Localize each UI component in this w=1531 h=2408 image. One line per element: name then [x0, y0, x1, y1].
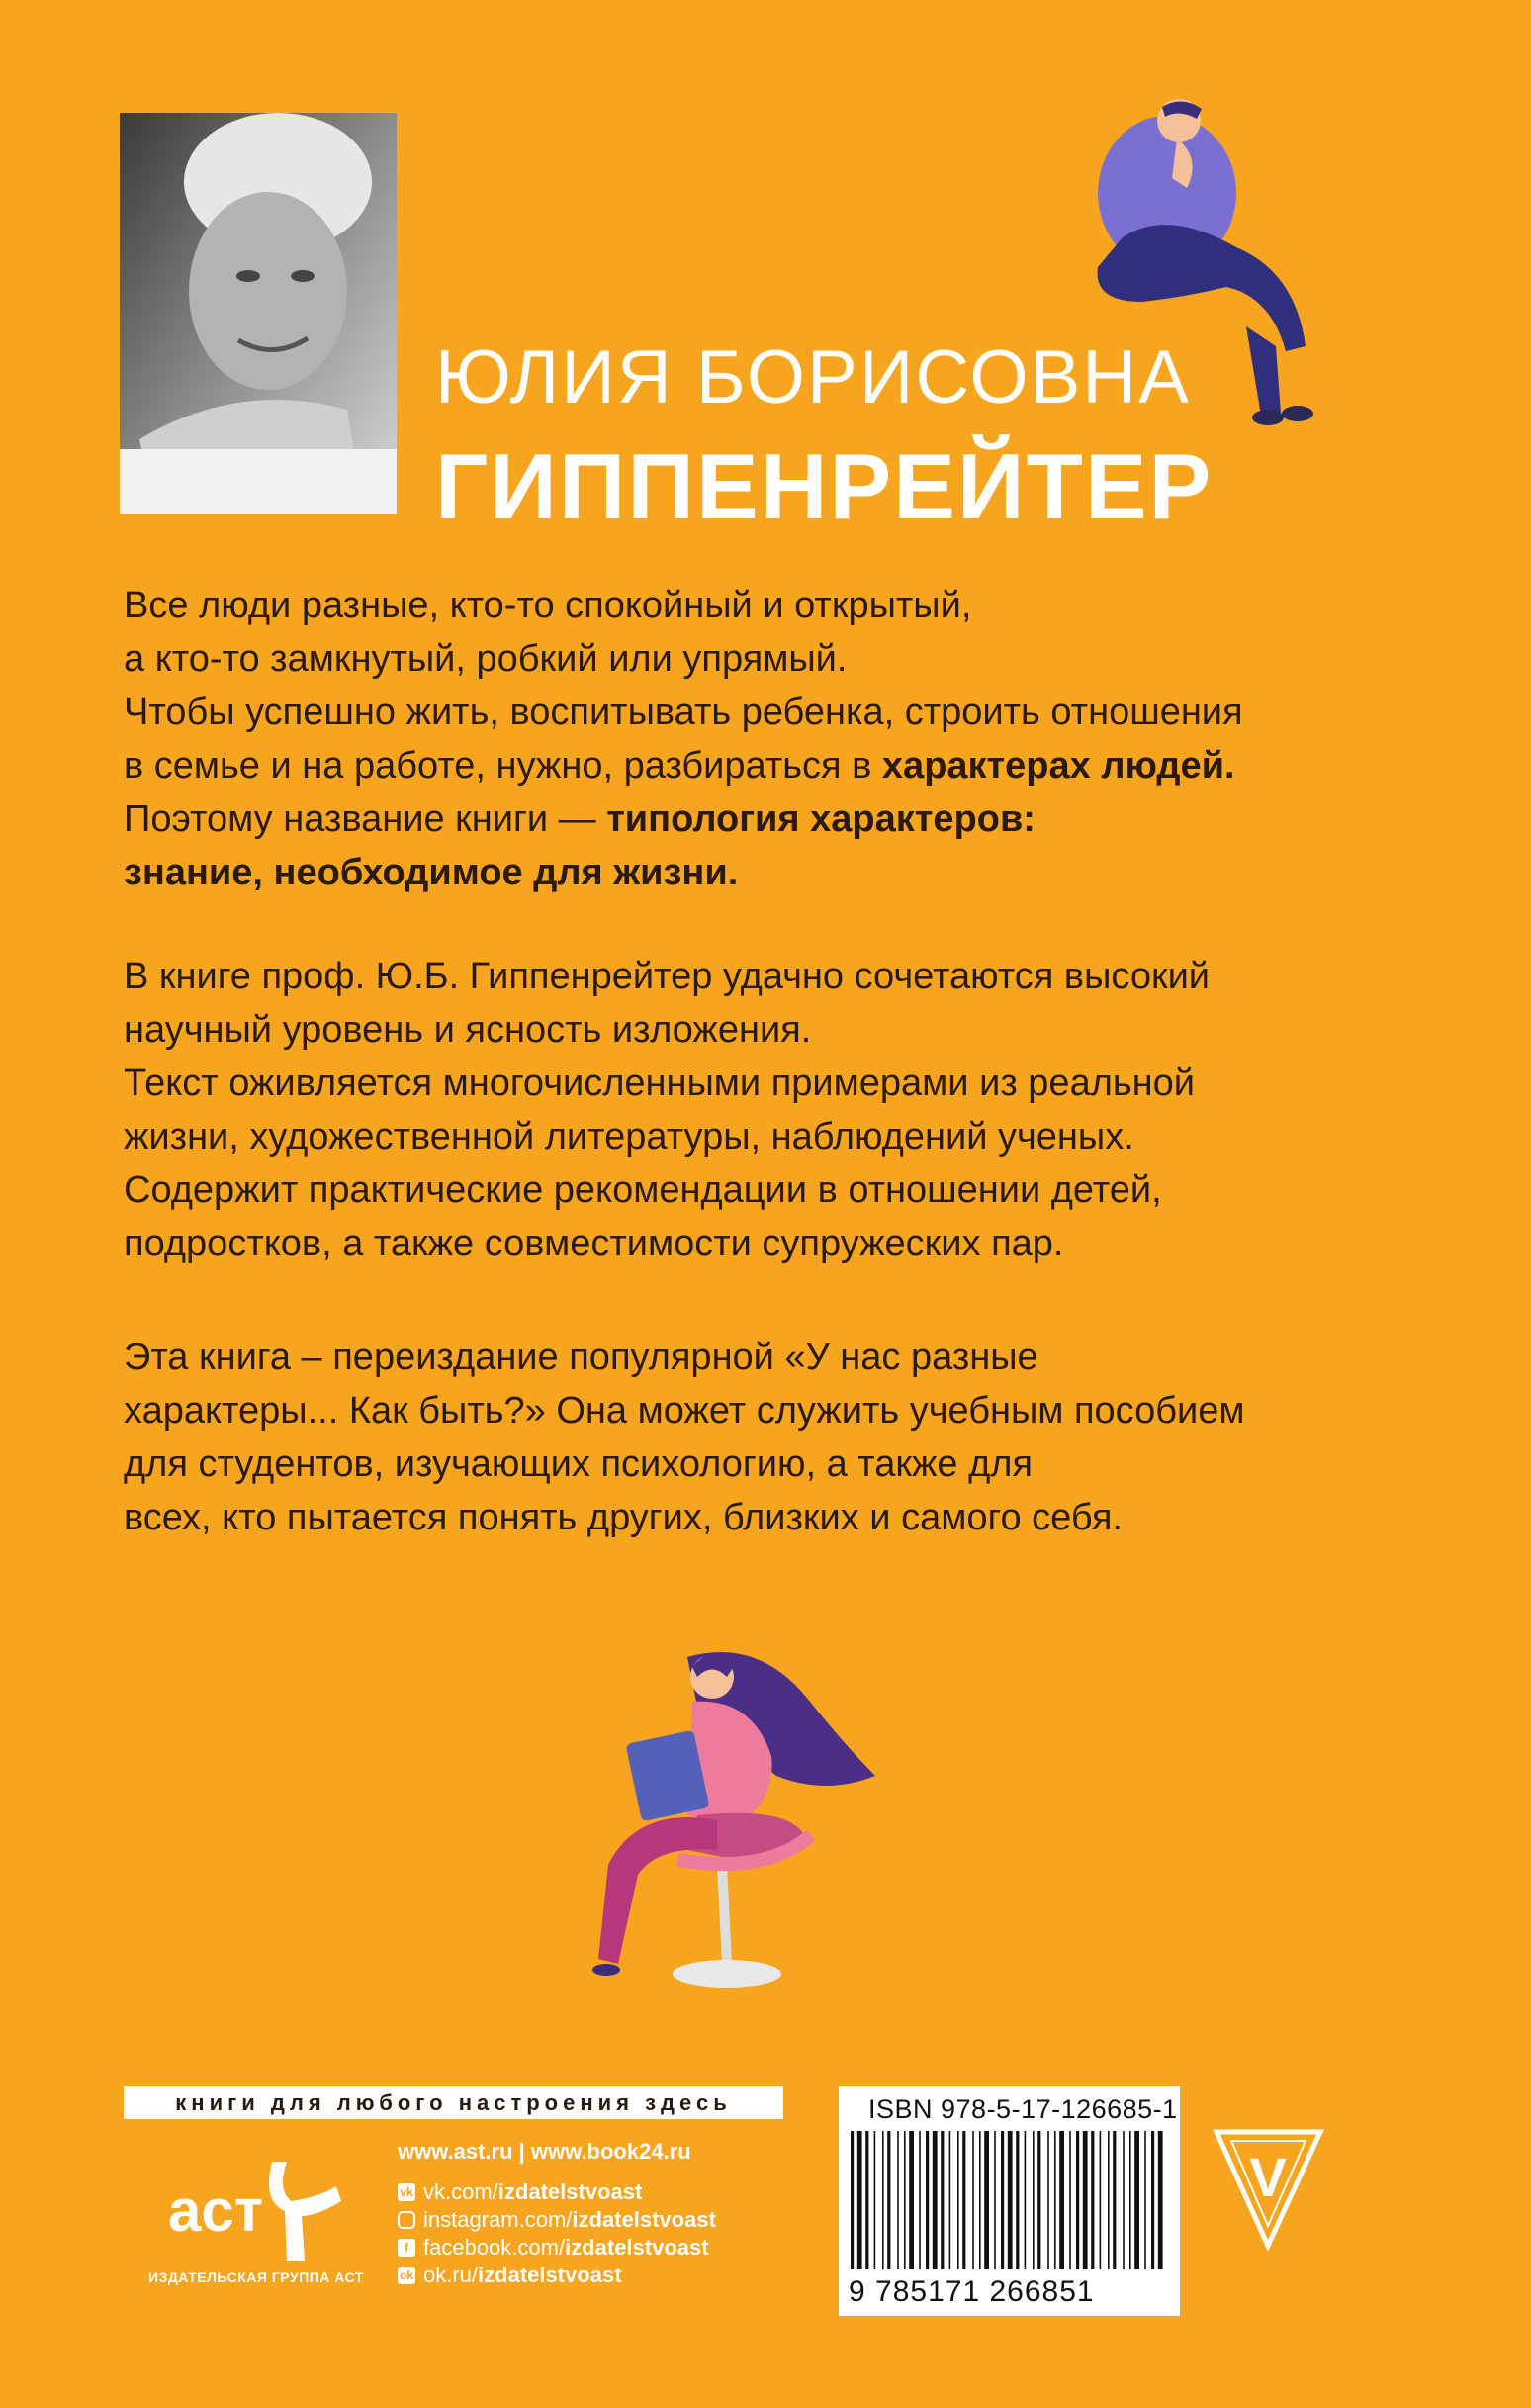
para1-line — [124, 739, 1429, 792]
ok-link[interactable] — [398, 2263, 622, 2288]
para1-text: Поэтому название книги — — [124, 798, 607, 840]
ast-logo-text: аст — [168, 2177, 264, 2244]
para2-line: Текст оживляется многочисленными примерами из реальной — [124, 1063, 1196, 1104]
para1-line: Чтобы успешно жить, воспитывать ребенка, строить отношения — [124, 692, 1243, 733]
para2-line: В книге проф. Ю.Б. Гиппенрейтер удачно сочетаются высокий — [124, 956, 1211, 997]
para3-line: всех, кто пытается понять других, близких и самого себя. — [124, 1497, 1123, 1538]
para2-line: Содержит практические рекомендации в отношении детей, — [124, 1169, 1162, 1211]
ast-logo — [138, 2142, 366, 2280]
para1-line: Все люди разные, кто-то спокойный и открытый, — [124, 585, 972, 626]
facebook-link[interactable] — [398, 2235, 709, 2261]
para1-line — [124, 846, 1429, 899]
fb-prefix: facebook.com/ — [423, 2235, 566, 2260]
instagram-link[interactable] — [398, 2207, 716, 2233]
author-photo — [120, 113, 397, 514]
vk-link[interactable] — [398, 2179, 642, 2205]
ok-icon: ok — [399, 2269, 413, 2282]
vk-prefix: vk.com/ — [423, 2179, 498, 2204]
isbn-number: ISBN 978-5-17-126685-1 — [868, 2094, 1178, 2124]
author-first-names: ЮЛИЯ БОРИСОВНА — [435, 335, 1191, 419]
v-mark-letter: V — [1249, 2146, 1287, 2208]
facebook-icon: f — [398, 2239, 415, 2257]
publisher-websites[interactable]: www.ast.ru | www.book24.ru — [398, 2139, 691, 2164]
vk-icon: vk — [398, 2183, 415, 2201]
vk-handle: izdatelstvoast — [497, 2179, 643, 2204]
description-paragraph-3 — [124, 1331, 1429, 1544]
para1-line — [124, 792, 1429, 846]
barcode-digits: 9 785171 266851 — [849, 2275, 1095, 2308]
para2-line: жизни, художественной литературы, наблюдений ученых. — [124, 1116, 1134, 1158]
sitting-man-illustration — [1038, 99, 1325, 435]
instagram-icon — [398, 2211, 415, 2229]
ig-handle: izdatelstvoast — [572, 2207, 716, 2232]
para2-line: научный уровень и ясность изложения. — [124, 1009, 812, 1051]
description-paragraph-2 — [124, 950, 1429, 1270]
ig-prefix: instagram.com/ — [423, 2207, 573, 2232]
para1-emphasis: типология характеров: — [606, 798, 1036, 840]
para1-text: в семье и на работе, нужно, разбираться в — [124, 745, 882, 787]
ok-prefix: ok.ru/ — [423, 2263, 479, 2287]
description-paragraph-1 — [124, 579, 1429, 899]
publisher-caption: ИЗДАТЕЛЬСКАЯ ГРУППА АСТ — [148, 2269, 364, 2285]
author-last-name: ГИППЕНРЕЙТЕР — [435, 434, 1214, 538]
v-mark-icon — [1212, 2127, 1325, 2251]
slogan-banner: книги для любого настроения здесь — [124, 2086, 783, 2119]
para3-line: для студентов, изучающих психологию, а также для — [124, 1443, 1034, 1485]
para3-line: Эта книга – переиздание популярной «У нас разные — [124, 1337, 1038, 1378]
para1-emphasis: знание, необходимое для жизни. — [124, 852, 739, 893]
woman-with-laptop-illustration — [579, 1637, 895, 2013]
para1-emphasis: характерах людей. — [881, 745, 1235, 787]
fb-handle: izdatelstvoast — [565, 2235, 709, 2260]
para1-line: а кто-то замкнутый, робкий или упрямый. — [124, 638, 848, 680]
para2-line: подростков, а также совместимости супружеских пар. — [124, 1223, 1064, 1264]
ok-handle: izdatelstvoast — [478, 2263, 622, 2287]
para3-line: характеры... Как быть?» Она может служить учебным пособием — [124, 1390, 1245, 1432]
